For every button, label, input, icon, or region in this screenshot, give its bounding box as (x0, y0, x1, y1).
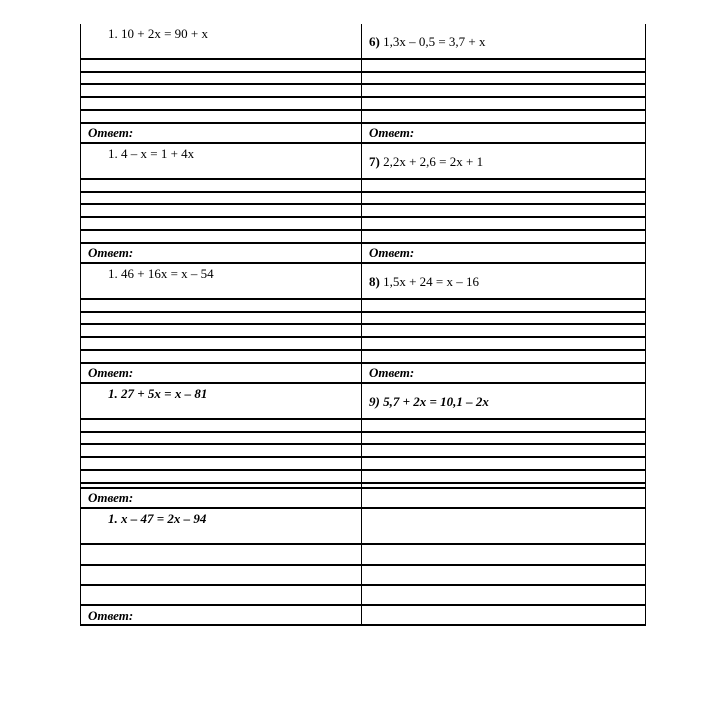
equation-7 (369, 154, 483, 170)
row-line (80, 469, 646, 471)
row-line (80, 298, 646, 300)
row-line (80, 122, 646, 124)
row-line (80, 71, 646, 73)
answer-label: Ответ: (88, 490, 134, 505)
equation-text: 2,2x + 2,6 = 2x + 1 (383, 154, 484, 169)
row-line (80, 382, 646, 384)
row-line (80, 443, 646, 445)
answer-label: Ответ: (369, 245, 415, 260)
row-line (80, 109, 646, 111)
row-line (80, 604, 646, 606)
row-line (80, 178, 646, 180)
answer-label: Ответ: (88, 365, 134, 380)
table-border-left (80, 24, 81, 626)
equation-3: 1. 46 + 16x = x – 54 (108, 266, 214, 281)
equation-8 (369, 274, 479, 290)
answer-label: Ответ: (88, 125, 134, 140)
equation-number: 9) (369, 394, 380, 409)
table-border-bottom (80, 624, 646, 626)
equation-6 (369, 34, 486, 50)
table-column-divider (361, 24, 362, 626)
row-line (80, 431, 646, 433)
row-line (80, 482, 646, 484)
worksheet-table (80, 24, 646, 626)
row-line (80, 242, 646, 244)
row-line (80, 191, 646, 193)
row-line (80, 456, 646, 458)
row-line (80, 362, 646, 364)
table-border-right (645, 24, 646, 626)
equation-1: 1. 10 + 2x = 90 + x (108, 26, 208, 41)
row-line (80, 507, 646, 509)
row-line (80, 229, 646, 231)
row-line (80, 311, 646, 313)
row-line (80, 487, 646, 489)
answer-label: Ответ: (369, 365, 415, 380)
answer-label: Ответ: (369, 125, 415, 140)
row-line (80, 336, 646, 338)
row-line (80, 323, 646, 325)
equation-number: 8) (369, 274, 380, 289)
answer-label: Ответ: (88, 245, 134, 260)
equation-2: 1. 4 – x = 1 + 4x (108, 146, 195, 161)
equation-text: 5,7 + 2x = 10,1 – 2x (383, 394, 489, 409)
equation-4: 1. 27 + 5x = x – 81 (108, 386, 208, 401)
equation-5: 1. x – 47 = 2x – 94 (108, 511, 207, 526)
row-line (80, 142, 646, 144)
row-line (80, 83, 646, 85)
row-line (80, 349, 646, 351)
equation-text: 1,5x + 24 = x – 16 (383, 274, 480, 289)
row-line (80, 58, 646, 60)
row-line (80, 96, 646, 98)
equation-9 (369, 394, 489, 410)
row-line (80, 203, 646, 205)
row-line (80, 418, 646, 420)
equation-text: 1,3x – 0,5 = 3,7 + x (383, 34, 486, 49)
row-line (80, 564, 646, 566)
answer-label: Ответ: (88, 608, 134, 623)
row-line (80, 262, 646, 264)
row-line (80, 543, 646, 545)
equation-number: 7) (369, 154, 380, 169)
row-line (80, 584, 646, 586)
equation-number: 6) (369, 34, 380, 49)
row-line (80, 216, 646, 218)
